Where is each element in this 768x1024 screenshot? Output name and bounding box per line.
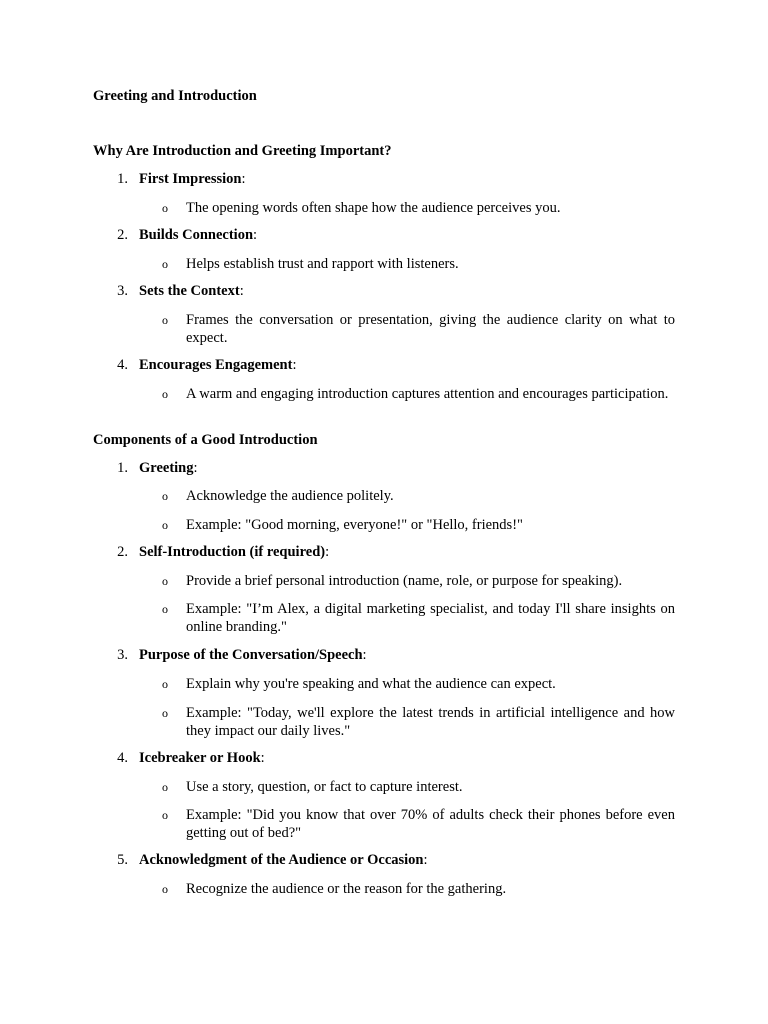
- list-item-title-text: Greeting: [139, 460, 194, 476]
- list-number: 2.: [117, 227, 128, 243]
- bullet-icon: o: [162, 518, 168, 532]
- bullet-text: Acknowledge the audience politely.: [186, 488, 394, 504]
- title-suffix: :: [239, 283, 244, 299]
- title-suffix: :: [325, 544, 330, 560]
- bullet-text: Frames the conversation or presentation, giving the audience clarity on what to expect.: [186, 312, 675, 346]
- list-item-title-text: Self-Introduction (if required): [139, 544, 326, 560]
- title-suffix: :: [260, 750, 265, 766]
- section-heading-importance: Why Are Introduction and Greeting Important?: [93, 143, 392, 159]
- list-item-title-text: Acknowledgment of the Audience or Occasion: [139, 852, 424, 868]
- bullet-icon: o: [162, 602, 168, 616]
- bullet-icon: o: [162, 882, 168, 896]
- list-item-title-text: Icebreaker or Hook: [139, 750, 261, 766]
- list-number: 2.: [117, 544, 128, 560]
- section-heading-components: Components of a Good Introduction: [93, 432, 318, 448]
- bullet-icon: o: [162, 387, 168, 401]
- bullet-text: The opening words often shape how the audience perceives you.: [186, 200, 561, 216]
- list-item-title-text: Builds Connection: [139, 227, 254, 243]
- title-suffix: :: [292, 357, 297, 373]
- document-title: Greeting and Introduction: [93, 88, 257, 104]
- list-item-title: [139, 647, 367, 664]
- list-item-title: [139, 852, 428, 869]
- list-number: 4.: [117, 750, 128, 766]
- bullet-icon: o: [162, 574, 168, 588]
- bullet-icon: o: [162, 313, 168, 327]
- bullet-text: A warm and engaging introduction captures attention and encourages participation.: [186, 386, 669, 402]
- bullet-text: Explain why you're speaking and what the audience can expect.: [186, 676, 556, 692]
- title-suffix: :: [253, 227, 258, 243]
- list-item-title: [139, 171, 245, 188]
- bullet-icon: o: [162, 677, 168, 691]
- list-number: 3.: [117, 283, 128, 299]
- list-item-title: [139, 283, 244, 300]
- list-item-title: [139, 227, 257, 244]
- list-item-title-text: Purpose of the Conversation/Speech: [139, 647, 363, 663]
- list-item-title: [139, 544, 329, 561]
- title-suffix: :: [241, 171, 246, 187]
- list-item-title-text: First Impression: [139, 171, 242, 187]
- bullet-text: Example: "I’m Alex, a digital marketing specialist, and today I'll share insights on online branding.": [186, 601, 675, 635]
- bullet-icon: o: [162, 257, 168, 271]
- bullet-icon: o: [162, 808, 168, 822]
- list-item-title-text: Encourages Engagement: [139, 357, 293, 373]
- title-suffix: :: [423, 852, 428, 868]
- bullet-icon: o: [162, 201, 168, 215]
- bullet-text: Recognize the audience or the reason for the gathering.: [186, 881, 507, 897]
- list-item-title: [139, 750, 265, 767]
- title-suffix: :: [193, 460, 198, 476]
- bullet-text: Provide a brief personal introduction (name, role, or purpose for speaking).: [186, 573, 623, 589]
- bullet-text: Example: "Good morning, everyone!" or "Hello, friends!": [186, 517, 523, 533]
- title-suffix: :: [362, 647, 367, 663]
- list-number: 5.: [117, 852, 128, 868]
- list-number: 1.: [117, 171, 128, 187]
- list-item-title: [139, 357, 297, 374]
- list-item-title-text: Sets the Context: [139, 283, 240, 299]
- bullet-icon: o: [162, 489, 168, 503]
- list-number: 3.: [117, 647, 128, 663]
- bullet-text: Example: "Did you know that over 70% of adults check their phones before even getting out of bed?": [186, 807, 675, 841]
- list-number: 4.: [117, 357, 128, 373]
- list-number: 1.: [117, 460, 128, 476]
- bullet-text: Helps establish trust and rapport with listeners.: [186, 256, 459, 272]
- bullet-text: Use a story, question, or fact to capture interest.: [186, 779, 463, 795]
- bullet-icon: o: [162, 780, 168, 794]
- list-item-title: [139, 460, 198, 477]
- bullet-icon: o: [162, 706, 168, 720]
- bullet-text: Example: "Today, we'll explore the latest trends in artificial intelligence and how they impact our daily lives.": [186, 705, 675, 739]
